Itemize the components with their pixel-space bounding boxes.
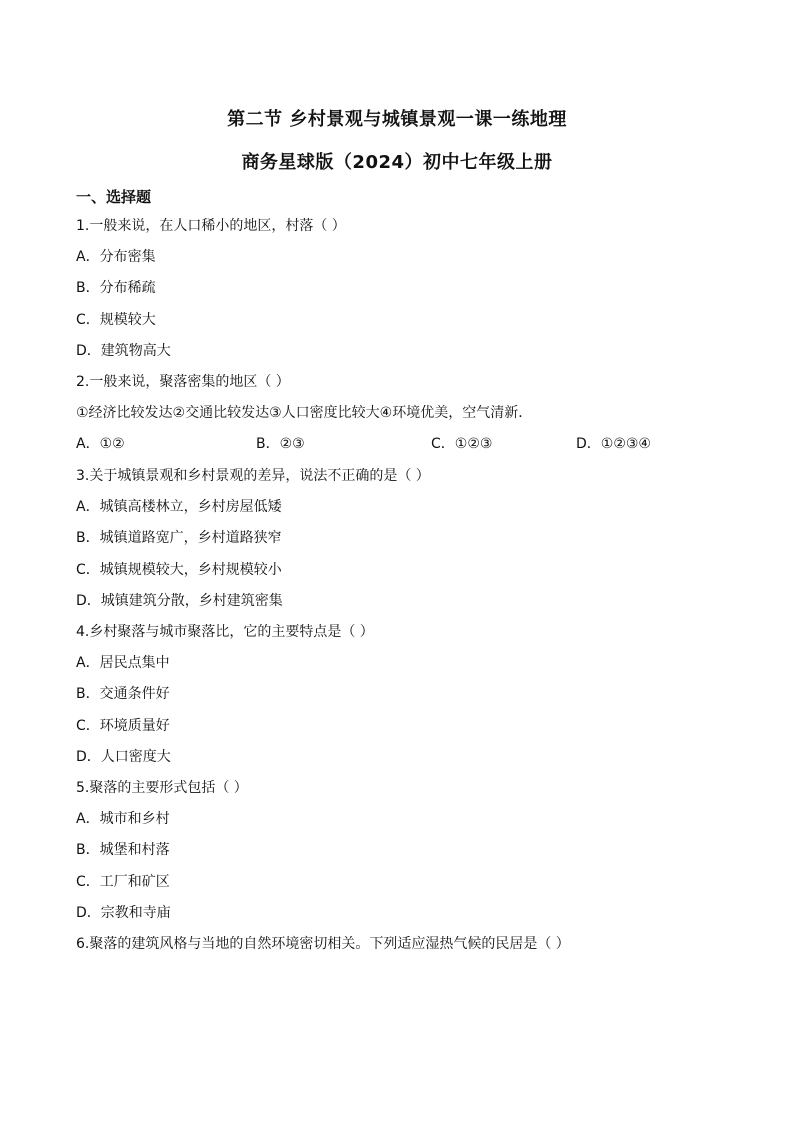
- question-5-option-c: C．工厂和矿区: [76, 874, 170, 890]
- question-3-option-d: D．城镇建筑分散，乡村建筑密集: [76, 593, 283, 609]
- question-1-stem: 1.一般来说，在人口稀小的地区，村落（ ）: [76, 218, 346, 234]
- question-6-stem: 6.聚落的建筑风格与当地的自然环境密切相关。下列适应湿热气候的民居是（ ）: [76, 936, 570, 952]
- question-5-option-b: B．城堡和村落: [76, 842, 170, 858]
- question-3-option-c: C．城镇规模较大，乡村规模较小: [76, 562, 282, 578]
- question-2-options: [76, 434, 716, 454]
- question-5-option-d: D．宗教和寺庙: [76, 905, 171, 921]
- question-4-stem: 4.乡村聚落与城市聚落比，它的主要特点是（ ）: [76, 624, 374, 640]
- question-2-option-c: C．①②③: [431, 436, 493, 452]
- question-3-stem: 3.关于城镇景观和乡村景观的差异，说法不正确的是（ ）: [76, 468, 430, 484]
- question-2-option-b: B．②③: [256, 436, 305, 452]
- question-4-option-c: C．环境质量好: [76, 718, 170, 734]
- question-4-option-a: A．居民点集中: [76, 655, 170, 671]
- question-5-option-a: A．城市和乡村: [76, 811, 170, 827]
- section-heading: 一、选择题: [76, 188, 152, 206]
- question-5-stem: 5.聚落的主要形式包括（ ）: [76, 780, 248, 796]
- question-1-option-d: D．建筑物高大: [76, 343, 171, 359]
- question-1-option-a: A．分布密集: [76, 249, 156, 265]
- question-2-statement: ①经济比较发达②交通比较发达③人口密度比较大④环境优美，空气清新．: [76, 405, 533, 421]
- question-2-stem: 2.一般来说，聚落密集的地区（ ）: [76, 374, 290, 390]
- document-subtitle: 商务星球版（2024）初中七年级上册: [241, 152, 553, 173]
- question-3-option-a: A．城镇高楼林立，乡村房屋低矮: [76, 499, 282, 515]
- question-1-option-b: B．分布稀疏: [76, 280, 156, 296]
- question-4-option-b: B．交通条件好: [76, 686, 170, 702]
- question-1-option-c: C．规模较大: [76, 312, 156, 328]
- document-title: 第二节 乡村景观与城镇景观一课一练地理: [227, 109, 567, 130]
- question-2-option-a: A．①②: [76, 436, 125, 452]
- question-2-option-d: D．①②③④: [576, 436, 651, 452]
- question-4-option-d: D．人口密度大: [76, 749, 171, 765]
- question-3-option-b: B．城镇道路宽广，乡村道路狭窄: [76, 530, 282, 546]
